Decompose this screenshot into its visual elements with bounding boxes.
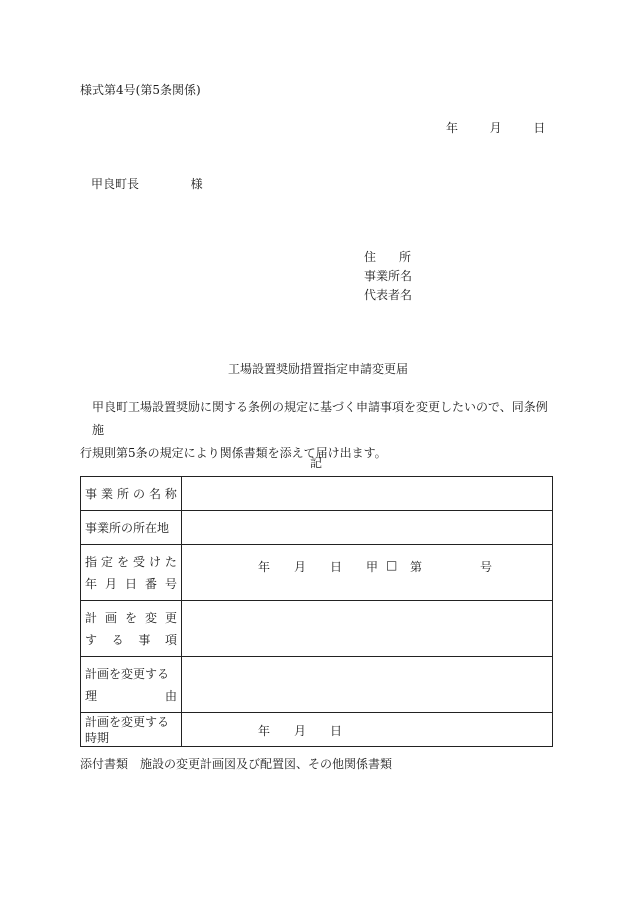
label-char: 由 — [164, 688, 177, 703]
value-change-items[interactable] — [182, 601, 553, 657]
value-change-reason[interactable] — [182, 657, 553, 713]
label-char: 事 — [85, 486, 98, 501]
details-table — [80, 476, 553, 747]
applicant-office-label: 事業所名 — [364, 269, 413, 283]
label-designation — [81, 545, 182, 601]
table-row — [81, 713, 553, 747]
attachments-note: 添付書類 施設の変更計画図及び配置図、その他関係書類 — [80, 757, 393, 771]
label-char: 事 — [138, 632, 151, 647]
label-char: 計 — [85, 610, 98, 625]
designation-year: 年 — [258, 560, 271, 574]
label-char: け — [148, 554, 161, 569]
label-char: 称 — [164, 486, 177, 501]
document-title: 工場設置奨励措置指定申請変更届 — [228, 362, 409, 376]
value-designation[interactable] — [182, 545, 553, 601]
label-char: 番 — [144, 576, 157, 591]
label-char: 年 — [85, 576, 98, 591]
applicant-rep-label: 代表者名 — [364, 288, 413, 302]
label-text: 計画を変更する — [85, 714, 170, 729]
value-office-name[interactable] — [182, 477, 553, 511]
date-month: 月 — [489, 121, 502, 135]
label-char: す — [85, 632, 98, 647]
label-text: 時期 — [85, 730, 110, 745]
table-row — [81, 601, 553, 657]
applicant-address — [364, 248, 411, 265]
timing-day: 日 — [330, 724, 343, 738]
value-change-timing[interactable] — [182, 713, 553, 747]
label-char: 定 — [100, 554, 113, 569]
label-text: 計画を変更する — [85, 666, 170, 681]
label-office-location — [81, 511, 182, 545]
table-row — [81, 511, 553, 545]
label-char: 所 — [116, 486, 129, 501]
designation-month: 月 — [294, 560, 307, 574]
timing-year: 年 — [258, 724, 271, 738]
label-char: 更 — [164, 610, 177, 625]
label-change-reason — [81, 657, 182, 713]
label-char: た — [164, 554, 177, 569]
label-char: 画 — [104, 610, 117, 625]
body-line-2: 行規則第5条の規定により関係書類を添えて届け出ます。 — [80, 446, 387, 460]
label-char: 指 — [85, 554, 98, 569]
table-row — [81, 657, 553, 713]
address-label-char: 住 — [364, 250, 377, 264]
designation-day: 日 — [330, 560, 343, 574]
table-row — [81, 477, 553, 511]
label-char: 号 — [164, 576, 177, 591]
date-day: 日 — [533, 121, 546, 135]
label-char: 日 — [124, 576, 137, 591]
label-office-name — [81, 477, 182, 511]
designation-gou: 号 — [480, 560, 493, 574]
designation-kou: 甲 — [366, 560, 379, 574]
address-label-char: 所 — [398, 250, 411, 264]
addressee-name: 甲良町長 — [91, 177, 140, 191]
label-char: 月 — [104, 576, 117, 591]
designation-dai: 第 — [410, 560, 423, 574]
label-text: 事業所の所在地 — [85, 520, 170, 535]
label-char: 理 — [85, 688, 98, 703]
label-char: の — [132, 486, 145, 501]
label-char: 項 — [164, 632, 177, 647]
label-char: 受 — [132, 554, 145, 569]
submission-date — [446, 119, 545, 136]
timing-month: 月 — [294, 724, 307, 738]
label-char: 業 — [100, 486, 113, 501]
form-number: 様式第4号(第5条関係) — [80, 83, 201, 97]
addressee-honorific: 様 — [190, 177, 203, 191]
table-row — [81, 545, 553, 601]
checkbox-icon[interactable]: □ — [386, 558, 398, 572]
value-office-location[interactable] — [182, 511, 553, 545]
addressee — [91, 175, 203, 192]
ki-heading: 記 — [310, 456, 323, 470]
body-line-1: 甲良町工場設置奨励に関する条例の規定に基づく申請事項を変更したいので、同条例施 — [92, 400, 548, 437]
label-char: る — [111, 632, 124, 647]
label-char: 名 — [148, 486, 161, 501]
label-char: を — [116, 554, 129, 569]
label-change-items — [81, 601, 182, 657]
label-change-timing — [81, 713, 182, 747]
date-year: 年 — [446, 121, 459, 135]
label-char: を — [124, 610, 137, 625]
label-char: 変 — [144, 610, 157, 625]
